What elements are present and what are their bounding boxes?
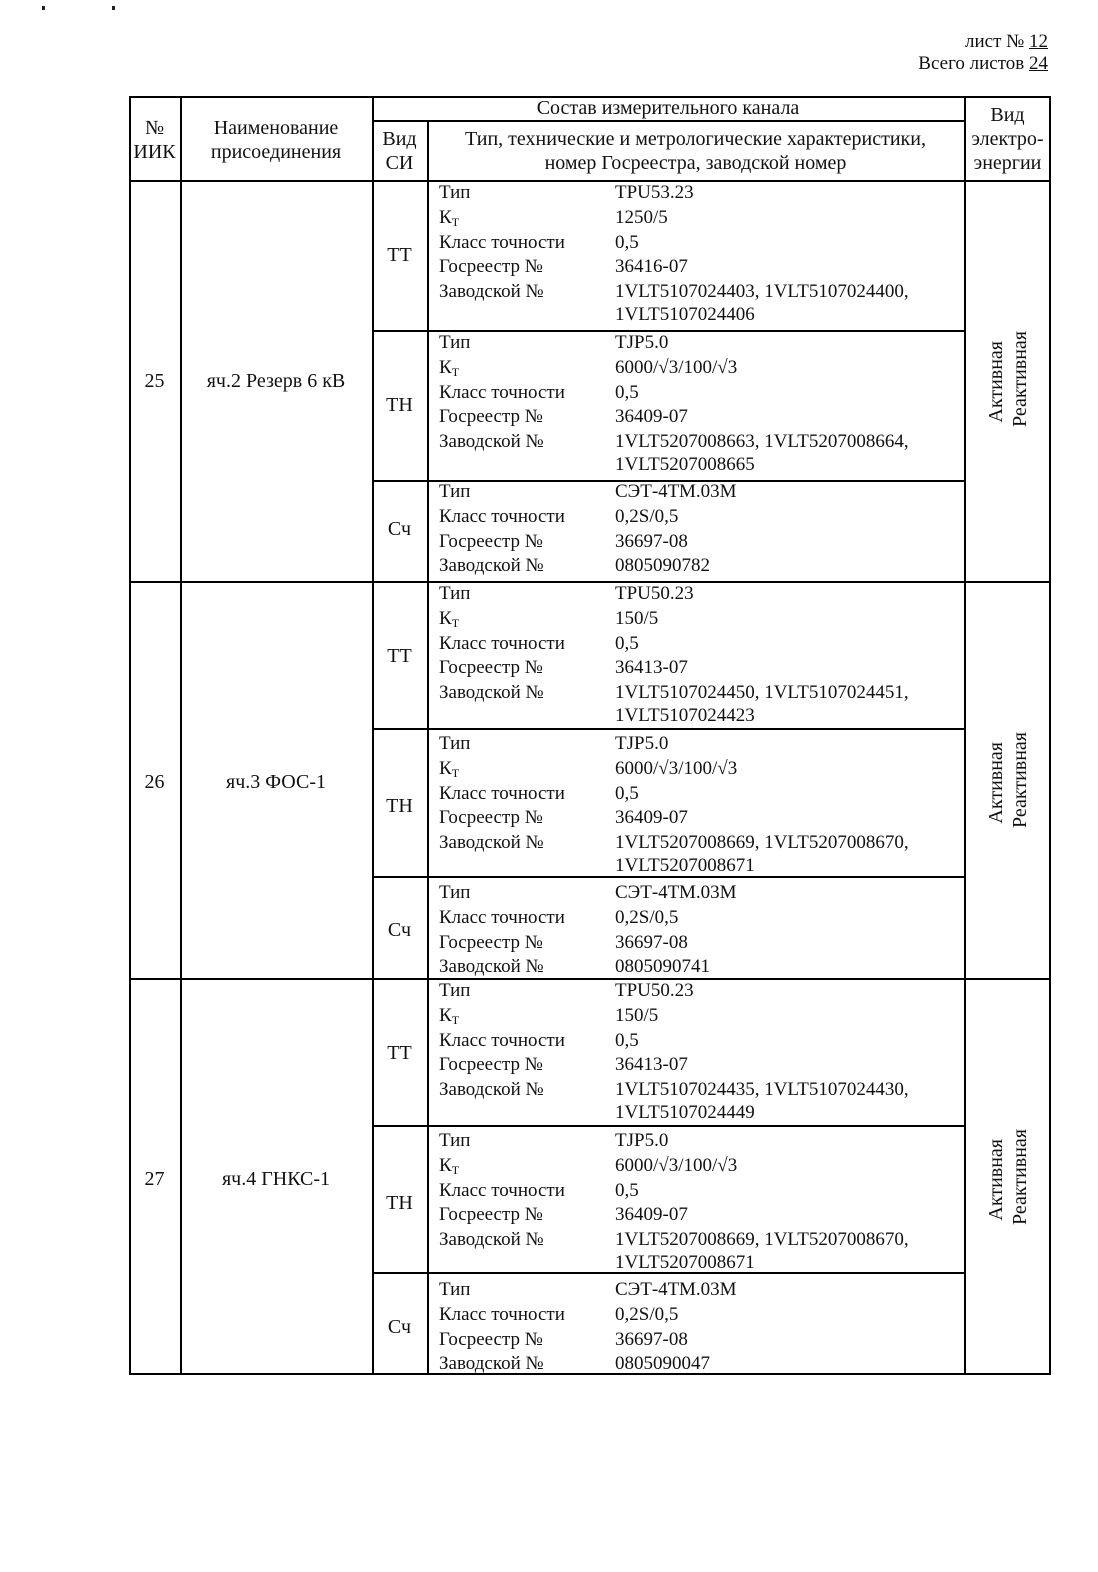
registry-label: Госреестр № [439, 807, 543, 829]
tn-kt: 6000/√3/100/√3 [615, 757, 738, 779]
connection-name: яч.4 ГНКС-1 [221, 1168, 331, 1190]
registry-label: Госреестр № [439, 1204, 543, 1226]
kt-label: $К_Т$ [439, 1004, 460, 1027]
tt-accuracy: 0,5 [615, 632, 639, 654]
instrument-kind-tt: ТТ [387, 1042, 412, 1064]
tn-type: TJP5.0 [615, 1130, 669, 1151]
kt-label: $К_Т$ [439, 607, 460, 630]
tt-kt: 150/5 [615, 607, 659, 629]
header-divider [129, 180, 1051, 182]
kt-label: $К_Т$ [439, 206, 460, 229]
header-spec-line-1: Тип, технические и метрологические характеристики, [465, 128, 926, 150]
type-label: Тип [439, 1279, 471, 1300]
accuracy-label: Класс точности [439, 632, 565, 654]
meter-type: СЭТ-4ТМ.03М [615, 1279, 737, 1300]
sheet-label: лист № [964, 31, 1025, 52]
energy-type-active: Активная [985, 1139, 1007, 1221]
subrow-divider [372, 728, 964, 730]
accuracy-label: Класс точности [439, 1029, 565, 1051]
serial-label: Заводской № [439, 956, 544, 978]
meter-serial: 0805090047 [615, 1353, 710, 1375]
kt-subscript: Т [451, 214, 460, 229]
serial-label: Заводской № [439, 1353, 544, 1375]
accuracy-label: Класс точности [439, 906, 565, 928]
tt-type: TPU53.23 [615, 182, 694, 203]
header-energy-line-1: Вид [990, 104, 1025, 126]
kt-subscript: Т [451, 364, 460, 379]
meter-registry: 36697-08 [615, 931, 688, 953]
column-divider [372, 96, 374, 1375]
meter-serial: 0805090782 [615, 555, 710, 577]
serial-label: Заводской № [439, 555, 544, 577]
header-energy-line-3: энергии [973, 152, 1042, 174]
scan-mark [42, 6, 45, 10]
tt-accuracy: 0,5 [615, 231, 639, 253]
tn-serial: 1VLT5207008663, 1VLT5207008664, [615, 431, 909, 453]
header-si-line-2: СИ [385, 152, 414, 174]
instrument-kind-meter: Сч [387, 919, 412, 941]
tt-serial: 1VLT5107024403, 1VLT5107024400, [615, 281, 909, 303]
meter-accuracy: 0,2S/0,5 [615, 1303, 679, 1325]
header-iik [129, 116, 180, 164]
meter-type: СЭТ-4ТМ.03М [615, 882, 737, 903]
connection-name: яч.2 Резерв 6 кВ [206, 370, 346, 392]
serial-label: Заводской № [439, 431, 544, 453]
row-divider [129, 978, 1051, 980]
tt-accuracy: 0,5 [615, 1029, 639, 1051]
scan-mark [112, 6, 115, 10]
tt-registry: 36416-07 [615, 256, 688, 278]
tn-serial: 1VLT5207008671 [615, 855, 755, 876]
instrument-kind-meter: Сч [387, 1316, 412, 1338]
column-divider [427, 120, 429, 1375]
kt-subscript: Т [451, 615, 460, 630]
column-divider [964, 96, 966, 1375]
type-label: Тип [439, 583, 471, 604]
serial-label: Заводской № [439, 281, 544, 303]
type-label: Тип [439, 733, 471, 754]
tn-kt: 6000/√3/100/√3 [615, 1154, 738, 1176]
sheet-number: 12 [1029, 31, 1048, 52]
tt-kt: 150/5 [615, 1004, 659, 1026]
header-si-line-1: Вид [382, 128, 417, 150]
header-iik-label: ИИК [133, 141, 176, 163]
connection-name: яч.3 ФОС-1 [226, 771, 326, 793]
energy-type-active: Активная [985, 742, 1007, 824]
tn-accuracy: 0,5 [615, 782, 639, 804]
tn-accuracy: 0,5 [615, 1179, 639, 1201]
header-spec-line-2: номер Госреестра, заводской номер [544, 152, 847, 174]
type-label: Тип [439, 980, 471, 1001]
instrument-kind-tt: ТТ [387, 645, 412, 667]
energy-type-reactive: Реактивная [1009, 1129, 1031, 1225]
sheet-number-line [918, 31, 1048, 53]
tn-serial: 1VLT5207008669, 1VLT5207008670, [615, 832, 909, 854]
header-name-line-1: Наименование [213, 117, 339, 139]
row-divider [129, 581, 1051, 583]
header-group [372, 96, 964, 120]
header-name-line-2: присоединения [210, 141, 342, 163]
registry-label: Госреестр № [439, 406, 543, 428]
energy-type-reactive: Реактивная [1009, 331, 1031, 427]
tn-serial: 1VLT5207008669, 1VLT5207008670, [615, 1229, 909, 1251]
row-number: 27 [144, 1168, 165, 1190]
tn-registry: 36409-07 [615, 807, 688, 829]
tt-registry: 36413-07 [615, 657, 688, 679]
tn-kt: 6000/√3/100/√3 [615, 356, 738, 378]
tt-serial: 1VLT5107024435, 1VLT5107024430, [615, 1079, 909, 1101]
type-label: Тип [439, 1130, 471, 1151]
row-number: 26 [144, 771, 165, 793]
header-divider [372, 120, 964, 122]
tt-serial: 1VLT5107024406 [615, 304, 755, 325]
type-label: Тип [439, 481, 471, 502]
header-no: № [144, 117, 165, 139]
header-group-label: Состав измерительного канала [536, 97, 800, 119]
tt-registry: 36413-07 [615, 1054, 688, 1076]
header-name [180, 116, 372, 164]
kt-label: $К_Т$ [439, 356, 460, 379]
serial-label: Заводской № [439, 682, 544, 704]
sheet-header [918, 31, 1048, 75]
kt-subscript: Т [451, 1012, 460, 1027]
tn-accuracy: 0,5 [615, 381, 639, 403]
instrument-kind-tn: ТН [386, 394, 413, 416]
meter-accuracy: 0,2S/0,5 [615, 906, 679, 928]
subrow-divider [372, 1125, 964, 1127]
tt-serial: 1VLT5107024450, 1VLT5107024451, [615, 682, 909, 704]
registry-label: Госреестр № [439, 1328, 543, 1350]
kt-label: $К_Т$ [439, 1154, 460, 1177]
header-energy [964, 103, 1051, 175]
tn-type: TJP5.0 [615, 733, 669, 754]
type-label: Тип [439, 182, 471, 203]
header-energy-line-2: электро- [971, 128, 1044, 150]
tt-type: TPU50.23 [615, 980, 694, 1001]
measurement-channel-table [129, 96, 1051, 1375]
serial-label: Заводской № [439, 832, 544, 854]
tn-registry: 36409-07 [615, 406, 688, 428]
accuracy-label: Класс точности [439, 381, 565, 403]
instrument-kind-meter: Сч [387, 518, 412, 540]
header-spec [427, 127, 964, 175]
accuracy-label: Класс точности [439, 505, 565, 527]
registry-label: Госреестр № [439, 530, 543, 552]
tt-kt: 1250/5 [615, 206, 668, 228]
header-si [372, 127, 427, 175]
instrument-kind-tn: ТН [386, 1192, 413, 1214]
accuracy-label: Класс точности [439, 1179, 565, 1201]
type-label: Тип [439, 882, 471, 903]
accuracy-label: Класс точности [439, 782, 565, 804]
registry-label: Госреестр № [439, 931, 543, 953]
tn-registry: 36409-07 [615, 1204, 688, 1226]
tn-serial: 1VLT5207008671 [615, 1252, 755, 1273]
row-number: 25 [144, 370, 165, 392]
instrument-kind-tt: ТТ [387, 244, 412, 266]
kt-label: $К_Т$ [439, 757, 460, 780]
tn-serial: 1VLT5207008665 [615, 454, 755, 475]
meter-serial: 0805090741 [615, 956, 710, 978]
instrument-kind-tn: ТН [386, 795, 413, 817]
kt-subscript: Т [451, 1162, 460, 1177]
tt-type: TPU50.23 [615, 583, 694, 604]
kt-subscript: Т [451, 765, 460, 780]
registry-label: Госреестр № [439, 256, 543, 278]
meter-type: СЭТ-4ТМ.03М [615, 481, 737, 502]
accuracy-label: Класс точности [439, 231, 565, 253]
total-number: 24 [1029, 53, 1048, 74]
tt-serial: 1VLT5107024449 [615, 1102, 755, 1123]
total-label: Всего листов [918, 53, 1025, 74]
serial-label: Заводской № [439, 1079, 544, 1101]
energy-type-reactive: Реактивная [1009, 732, 1031, 828]
meter-registry: 36697-08 [615, 1328, 688, 1350]
table-border [129, 1373, 1051, 1375]
registry-label: Госреестр № [439, 1054, 543, 1076]
type-label: Тип [439, 332, 471, 353]
total-sheets-line [918, 53, 1048, 75]
energy-type-active: Активная [985, 341, 1007, 423]
meter-registry: 36697-08 [615, 530, 688, 552]
accuracy-label: Класс точности [439, 1303, 565, 1325]
tn-type: TJP5.0 [615, 332, 669, 353]
meter-accuracy: 0,2S/0,5 [615, 505, 679, 527]
serial-label: Заводской № [439, 1229, 544, 1251]
table-border [1049, 96, 1051, 1375]
registry-label: Госреестр № [439, 657, 543, 679]
tt-serial: 1VLT5107024423 [615, 705, 755, 726]
